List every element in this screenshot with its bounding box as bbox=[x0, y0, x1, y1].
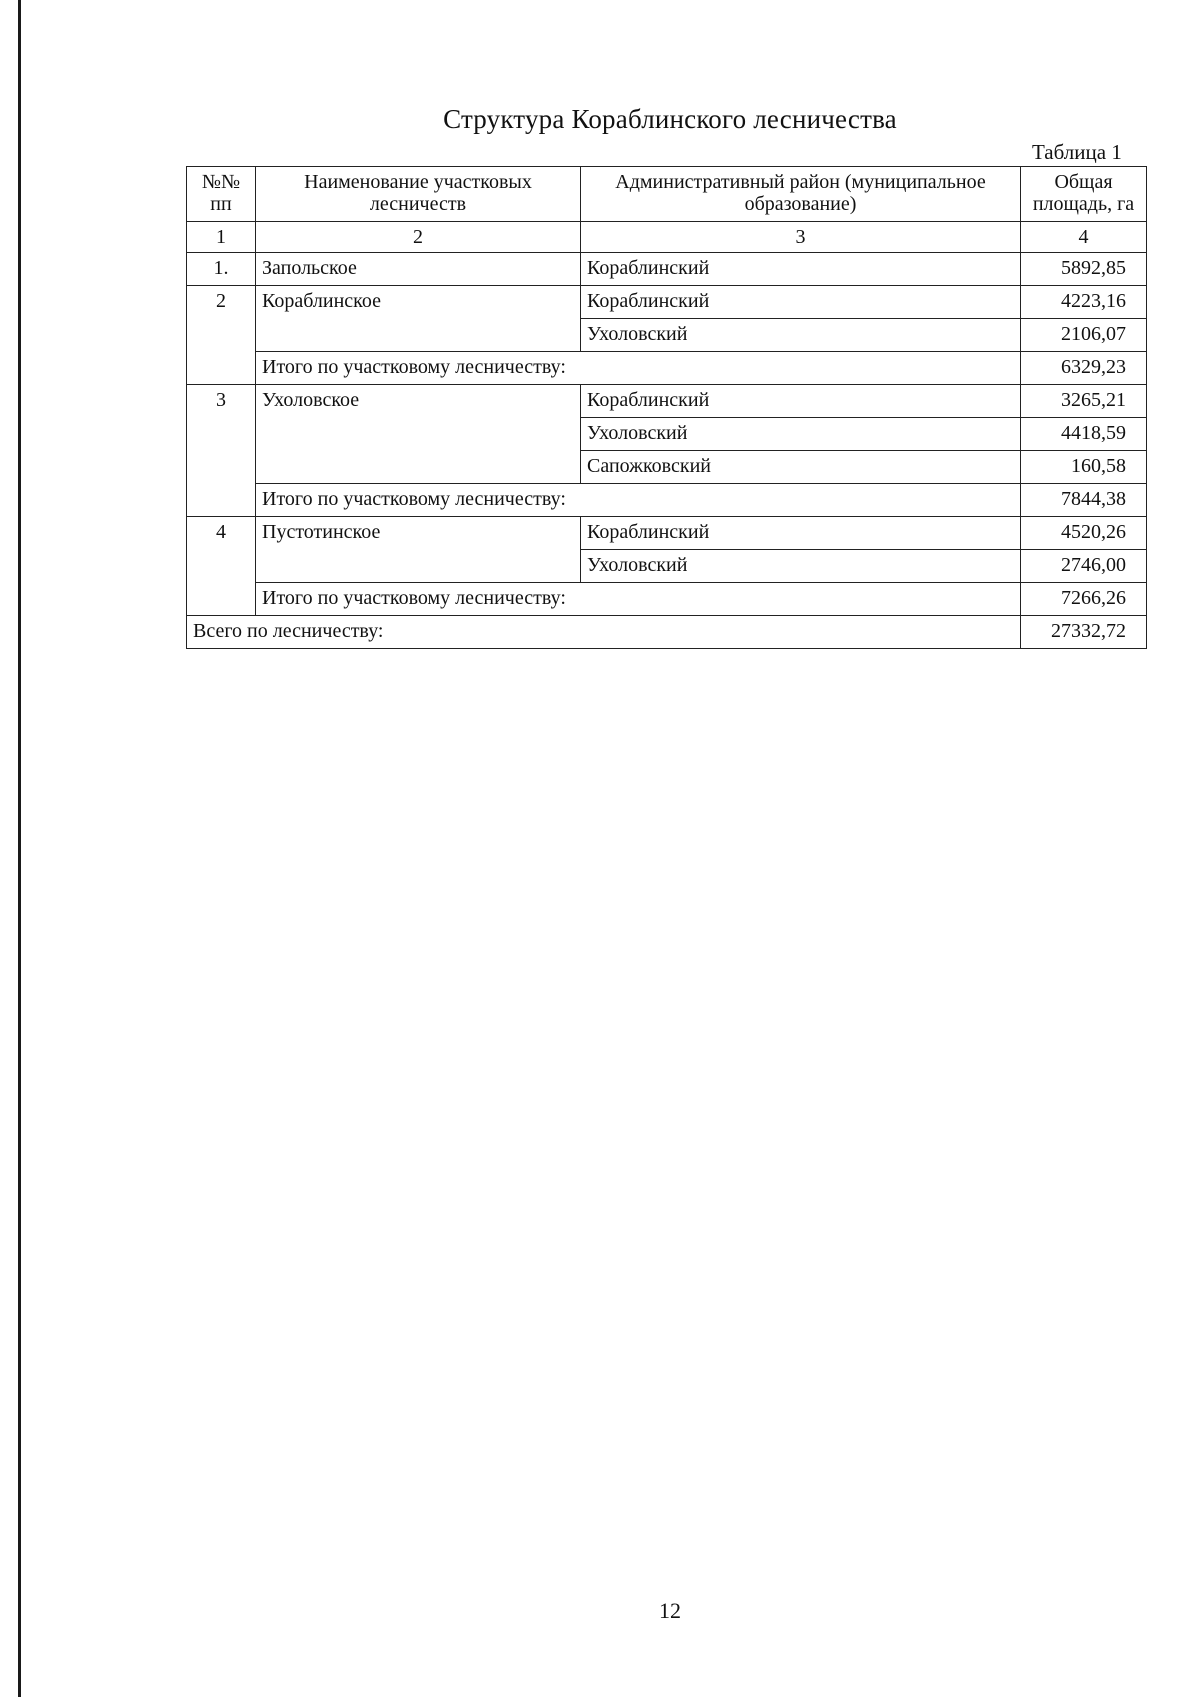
scan-edge-line bbox=[18, 0, 21, 1697]
district-name: Сапожковский bbox=[581, 451, 1021, 484]
column-number: 3 bbox=[581, 222, 1021, 253]
total-label: Всего по лесничеству: bbox=[187, 616, 1021, 649]
area-value: 2746,00 bbox=[1021, 550, 1147, 583]
header-area: Общая площадь, га bbox=[1021, 167, 1147, 222]
district-name: Ухоловский bbox=[581, 418, 1021, 451]
forestry-name: Кораблинское bbox=[256, 286, 581, 352]
forestry-name: Ухоловское bbox=[256, 385, 581, 484]
subtotal-label: Итого по участковому лесничеству: bbox=[256, 352, 1021, 385]
area-value: 4520,26 bbox=[1021, 517, 1147, 550]
total-area: 27332,72 bbox=[1021, 616, 1147, 649]
table-row bbox=[187, 286, 1147, 319]
subtotal-row bbox=[187, 484, 1147, 517]
row-number: 3 bbox=[187, 385, 256, 517]
area-value: 4223,16 bbox=[1021, 286, 1147, 319]
column-number: 4 bbox=[1021, 222, 1147, 253]
district-name: Ухоловский bbox=[581, 319, 1021, 352]
district-name: Кораблинский bbox=[581, 253, 1021, 286]
subtotal-area: 7266,26 bbox=[1021, 583, 1147, 616]
column-number: 2 bbox=[256, 222, 581, 253]
forestry-structure-table bbox=[186, 166, 1147, 649]
forestry-name: Пустотинское bbox=[256, 517, 581, 583]
header-number: №№ пп bbox=[187, 167, 256, 222]
column-number: 1 bbox=[187, 222, 256, 253]
district-name: Кораблинский bbox=[581, 517, 1021, 550]
subtotal-label: Итого по участковому лесничеству: bbox=[256, 583, 1021, 616]
subtotal-row bbox=[187, 352, 1147, 385]
forestry-name: Запольское bbox=[256, 253, 581, 286]
header-forestry-name: Наименование участковых лесничеств bbox=[256, 167, 581, 222]
area-value: 5892,85 bbox=[1021, 253, 1147, 286]
area-value: 2106,07 bbox=[1021, 319, 1147, 352]
subtotal-label: Итого по участковому лесничеству: bbox=[256, 484, 1021, 517]
subtotal-row bbox=[187, 583, 1147, 616]
row-number: 2 bbox=[187, 286, 256, 385]
table-row bbox=[187, 517, 1147, 550]
column-number-row bbox=[187, 222, 1147, 253]
district-name: Ухоловский bbox=[581, 550, 1021, 583]
header-district: Административный район (муниципальное образование) bbox=[581, 167, 1021, 222]
area-value: 3265,21 bbox=[1021, 385, 1147, 418]
subtotal-area: 6329,23 bbox=[1021, 352, 1147, 385]
table-label: Таблица 1 bbox=[1032, 140, 1122, 164]
document-title: Структура Кораблинского лесничества bbox=[443, 104, 897, 134]
page-number: 12 bbox=[659, 1598, 681, 1623]
table-header-row bbox=[187, 167, 1147, 222]
area-value: 4418,59 bbox=[1021, 418, 1147, 451]
table-row bbox=[187, 385, 1147, 418]
area-value: 160,58 bbox=[1021, 451, 1147, 484]
table-row bbox=[187, 253, 1147, 286]
total-row bbox=[187, 616, 1147, 649]
district-name: Кораблинский bbox=[581, 286, 1021, 319]
district-name: Кораблинский bbox=[581, 385, 1021, 418]
row-number: 1. bbox=[187, 253, 256, 286]
subtotal-area: 7844,38 bbox=[1021, 484, 1147, 517]
row-number: 4 bbox=[187, 517, 256, 616]
